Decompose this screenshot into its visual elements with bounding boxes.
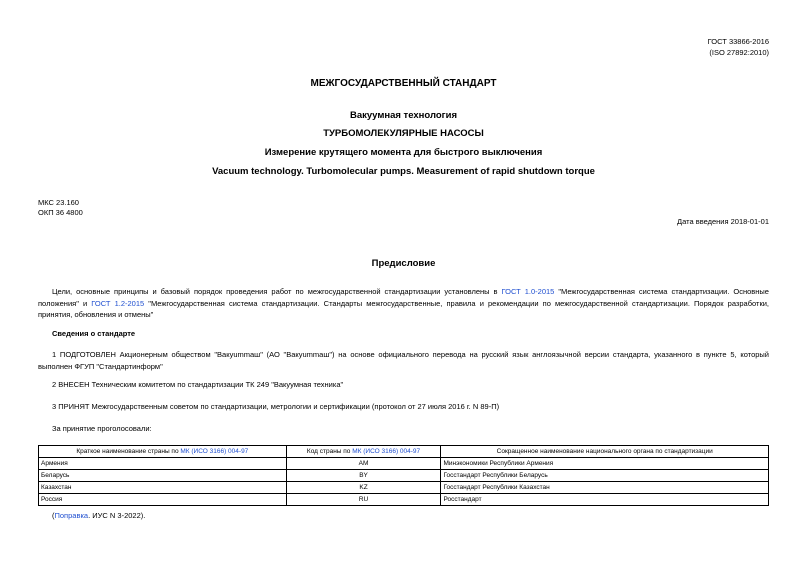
preface-heading: Предисловие <box>371 258 436 269</box>
table-row <box>39 470 769 482</box>
column-header-country <box>39 446 287 458</box>
info-item-3: 3 ПРИНЯТ Межгосударственным советом по стандартизации, метрологии и сертификации (протокол от 27 июля 2016 г. N 89-П) <box>52 402 500 411</box>
method-title: Измерение крутящего момента для быстрого выключения <box>264 147 543 158</box>
open-paren: ( <box>52 511 55 520</box>
country-cell: Россия <box>39 494 287 506</box>
voted-label: За принятие проголосовали: <box>52 424 152 433</box>
table-row <box>39 494 769 506</box>
header-text: Краткое наименование страны по <box>76 448 181 455</box>
standard-type-title: МЕЖГОСУДАРСТВЕННЫЙ СТАНДАРТ <box>310 78 497 89</box>
code-cell: RU <box>286 494 441 506</box>
code-cell: KZ <box>286 482 441 494</box>
column-header-body: Сокращенное наименование национального органа по стандартизации <box>441 446 769 458</box>
amendment-text: . ИУС N 3-2022). <box>88 511 146 520</box>
iso-code: (ISO 27892:2010) <box>709 47 769 57</box>
okp-code: ОКП 36 4800 <box>38 208 83 217</box>
mk-iso-link[interactable]: МК (ИСО 3166) 004-97 <box>180 448 249 455</box>
table-row <box>39 458 769 470</box>
preface-paragraph <box>38 286 769 321</box>
country-cell: Беларусь <box>39 470 287 482</box>
code-cell: AM <box>286 458 441 470</box>
table-row <box>39 482 769 494</box>
body-cell: Росстандарт <box>441 494 769 506</box>
country-cell: Казахстан <box>39 482 287 494</box>
amendment-link[interactable]: Поправка <box>54 511 89 520</box>
preface-text: Цели, основные принципы и базовый порядок проведения работ по межгосударственной стандартизации установлены в <box>52 287 502 296</box>
header-text: Код страны по <box>306 448 353 455</box>
mks-code: МКС 23.160 <box>38 198 79 207</box>
gost-1-0-link[interactable]: ГОСТ 1.0-2015 <box>501 287 555 296</box>
country-cell: Армения <box>39 458 287 470</box>
body-cell: Госстандарт Республики Беларусь <box>441 470 769 482</box>
table-header-row <box>39 446 769 458</box>
info-item-2: 2 ВНЕСЕН Техническим комитетом по стандартизации ТК 249 "Вакуумная техника" <box>52 380 344 389</box>
column-header-code <box>286 446 441 458</box>
document-code-block <box>708 37 769 58</box>
info-heading: Сведения о стандарте <box>52 329 136 338</box>
code-cell: BY <box>286 470 441 482</box>
gost-1-2-link[interactable]: ГОСТ 1.2-2015 <box>91 298 145 308</box>
gost-code: ГОСТ 33866-2016 <box>707 37 769 46</box>
preface-text: "Межгосударственная система стандартизации. Основные положения" и <box>38 287 769 308</box>
amendment-note <box>38 510 769 522</box>
agreement-table <box>38 445 769 506</box>
preface-text: "Межгосударственная система стандартизации. Стандарты межгосударственные, правила и рекомендации по межгосударственной стандартизации. Порядок разработки, принятия, обновления и отмены" <box>38 298 769 319</box>
subject-title: Вакуумная технология <box>349 110 458 121</box>
mk-iso-link[interactable]: МК (ИСО 3166) 004-97 <box>352 448 421 455</box>
body-cell: Минэкономики Республики Армения <box>441 458 769 470</box>
english-title: Vacuum technology. Turbomolecular pumps. Measurement of rapid shutdown torque <box>212 166 595 177</box>
product-title: ТУРБОМОЛЕКУЛЯРНЫЕ НАСОСЫ <box>323 128 484 139</box>
body-cell: Госстандарт Республики Казахстан <box>441 482 769 494</box>
intro-date: Дата введения 2018-01-01 <box>677 217 769 226</box>
info-item-1: 1 ПОДГОТОВЛЕН Акционерным обществом "Вакуummаш" (АО "Вакуummаш") на основе официального перевода на русский язык англоязычной версии стандарта, указанного в пункте 5, который выполнен ФГУП "Стандартинформ" <box>38 350 769 371</box>
